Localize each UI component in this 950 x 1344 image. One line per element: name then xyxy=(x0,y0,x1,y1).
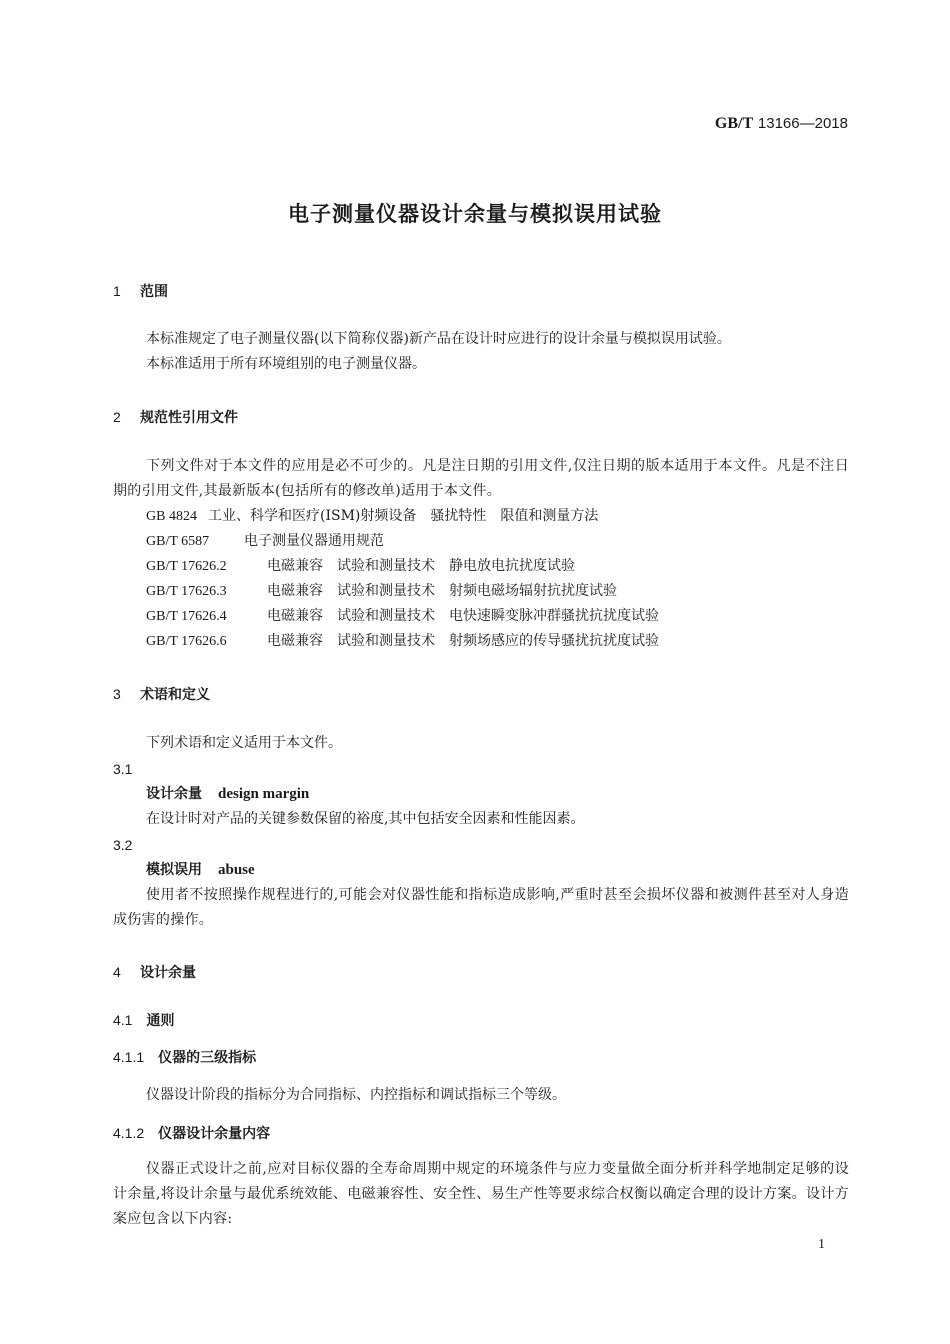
section-1-paragraph: 本标准适用于所有环境组别的电子测量仪器。 xyxy=(146,356,426,372)
reference-code: GB/T 17626.3 xyxy=(146,584,227,599)
term-definition: 在设计时对产品的关键参数保留的裕度,其中包括安全因素和性能因素。 xyxy=(146,811,585,827)
reference-item xyxy=(146,504,598,529)
section-3-heading: 3 术语和定义 xyxy=(113,686,210,703)
section-4-1-1-heading: 4.1.1 仪器的三级指标 xyxy=(113,1049,257,1066)
document-title: 电子测量仪器设计余量与模拟误用试验 xyxy=(288,202,662,226)
reference-code: GB/T 17626.6 xyxy=(146,634,227,649)
section-2-heading: 2 规范性引用文件 xyxy=(113,409,238,426)
term-definition: 使用者不按照操作规程进行的,可能会对仪器性能和指标造成影响,严重时甚至会损坏仪器和被测件甚至对人身造成伤害的操作。 xyxy=(113,887,849,928)
reference-item xyxy=(146,529,384,554)
reference-code: GB/T 17626.4 xyxy=(146,609,227,624)
reference-title: 电磁兼容 试验和测量技术 射频电磁场辐射抗扰度试验 xyxy=(267,583,617,599)
section-4-heading: 4 设计余量 xyxy=(113,964,196,981)
term-en: design margin xyxy=(218,786,310,802)
section-1-heading: 1 范围 xyxy=(113,283,168,300)
term-heading xyxy=(146,782,309,807)
term-number: 3.2 xyxy=(113,837,133,853)
term-heading xyxy=(146,858,255,883)
term-zh: 模拟误用 xyxy=(146,862,202,878)
reference-title: 电磁兼容 试验和测量技术 射频场感应的传导骚扰抗扰度试验 xyxy=(267,633,659,649)
reference-code: GB/T 6587 xyxy=(146,534,210,549)
term-zh: 设计余量 xyxy=(146,786,202,802)
reference-title: 电磁兼容 试验和测量技术 静电放电抗扰度试验 xyxy=(267,558,575,574)
term-number: 3.1 xyxy=(113,761,133,777)
section-1-paragraph: 本标准规定了电子测量仪器(以下简称仪器)新产品在设计时应进行的设计余量与模拟误用试验。 xyxy=(146,331,731,347)
reference-code: GB 4824 xyxy=(146,509,197,524)
reference-item xyxy=(146,579,617,604)
page-number: 1 xyxy=(818,1237,825,1252)
term-en: abuse xyxy=(218,862,255,878)
reference-item xyxy=(146,604,659,629)
section-2-intro: 下列文件对于本文件的应用是必不可少的。凡是注日期的引用文件,仅注日期的版本适用于本文件。凡是不注日期的引用文件,其最新版本(包括所有的修改单)适用于本文件。 xyxy=(113,458,849,499)
section-4-1-2-text: 仪器正式设计之前,应对目标仪器的全寿命周期中规定的环境条件与应力变量做全面分析并科学地制定足够的设计余量,将设计余量与最优系统效能、电磁兼容性、安全性、易生产性等要求综合权衡以确定合理的设计方案。设计方案应包含以下内容: xyxy=(113,1161,849,1227)
section-4-1-1-text: 仪器设计阶段的指标分为合同指标、内控指标和调试指标三个等级。 xyxy=(146,1087,566,1103)
standard-number xyxy=(715,114,848,133)
reference-title: 电子测量仪器通用规范 xyxy=(244,533,384,549)
section-4-1-2-heading: 4.1.2 仪器设计余量内容 xyxy=(113,1125,271,1142)
standard-code: 13166—2018 xyxy=(757,115,848,132)
reference-item xyxy=(146,629,659,654)
section-3-intro: 下列术语和定义适用于本文件。 xyxy=(146,735,342,751)
reference-code: GB/T 17626.2 xyxy=(146,559,227,574)
reference-title: 工业、科学和医疗(ISM)射频设备 骚扰特性 限值和测量方法 xyxy=(208,508,599,524)
reference-item xyxy=(146,554,575,579)
reference-title: 电磁兼容 试验和测量技术 电快速瞬变脉冲群骚扰抗扰度试验 xyxy=(267,608,659,624)
section-4-1-heading: 4.1 通则 xyxy=(113,1012,175,1029)
standard-prefix: GB/T xyxy=(714,115,754,132)
